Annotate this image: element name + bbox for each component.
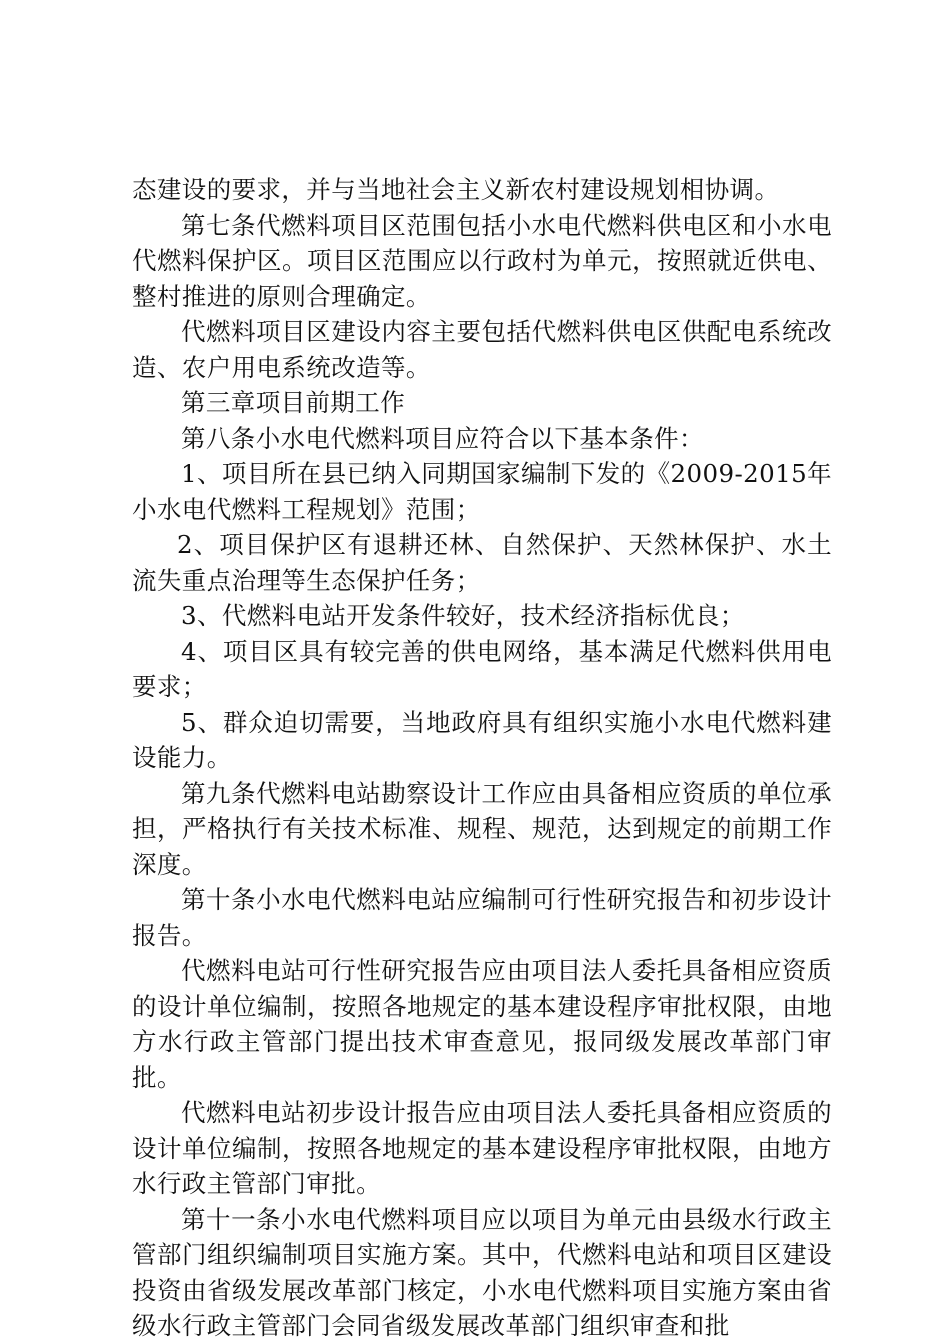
paragraph-article-8: 第八条小水电代燃料项目应符合以下基本条件： [181,423,704,453]
list-item-3: 3、代燃料电站开发条件较好，技术经济指标优良； [181,601,745,630]
paragraph-article-10: 第十条小水电代燃料电站应编制可行性研究报告和初步设计报告。 [132,885,832,950]
list-item-4: 4、项目区具有较完善的供电网络，基本满足代燃料供用电要求； [132,636,832,701]
paragraph-article-11: 第十一条小水电代燃料项目应以项目为单元由县级水行政主管部门组织编制项目实施方案。其中，代燃料电站和项目区建设投资由省级发展改革部门核定，小水电代燃料项目实施方案由省级水行政主管部门会同省级发展改革部门组织审查和批 [132,1204,832,1340]
paragraph-article-7: 第七条代燃料项目区范围包括小水电代燃料供电区和小水电代燃料保护区。项目区范围应以行政村为单元，按照就近供电、整村推进的原则合理确定。 [132,210,832,311]
list-item-2: 2、项目保护区有退耕还林、自然保护、天然林保护、水土流失重点治理等生态保护任务； [132,530,832,595]
paragraph-article-9: 第九条代燃料电站勘察设计工作应由具备相应资质的单位承担，严格执行有关技术标准、规程、规范，达到规定的前期工作深度。 [132,778,832,879]
paragraph-feasibility-report: 代燃料电站可行性研究报告应由项目法人委托具备相应资质的设计单位编制，按照各地规定的基本建设程序审批权限，由地方水行政主管部门提出技术审查意见，报同级发展改革部门审批。 [132,956,832,1092]
list-item-5: 5、群众迫切需要，当地政府具有组织实施小水电代燃料建设能力。 [132,707,832,772]
paragraph-continuation: 态建设的要求，并与当地社会主义新农村建设规划相协调。 [132,175,780,204]
paragraph-preliminary-design: 代燃料电站初步设计报告应由项目法人委托具备相应资质的设计单位编制，按照各地规定的基本建设程序审批权限，由地方水行政主管部门审批。 [132,1098,832,1198]
document-body [132,172,832,1344]
list-item-1: 1、项目所在县已纳入同期国家编制下发的《2009-2015年小水电代燃料工程规划》范围； [132,459,832,524]
paragraph-project-area-content: 代燃料项目区建设内容主要包括代燃料供电区供配电系统改造、农户用电系统改造等。 [132,317,832,382]
chapter-heading: 第三章项目前期工作 [181,388,406,417]
